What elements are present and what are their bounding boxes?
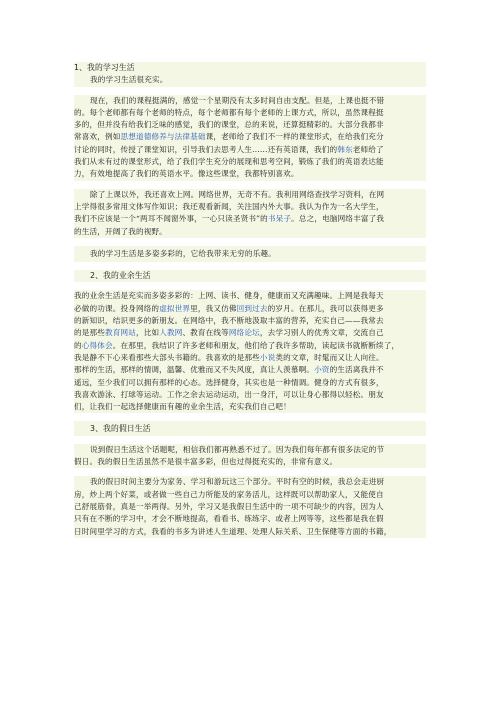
section-3-heading-block bbox=[74, 421, 426, 435]
text-line: 的是那些教育网站，比如人教网、教育在线等网络论坛，去学习别人的优秀文章，交流自己 bbox=[74, 328, 384, 338]
text-line: 除了上课以外，我还喜欢上网。网络世界，无奇不有。我利用网络查找学习资料，在网 bbox=[90, 189, 385, 199]
text-line: 只有在不断的学习中，才会不断地提高，看看书、练练字、或者上网等等，这些都是我在假 bbox=[74, 514, 384, 524]
text-line: 那样的生活，那样的情调，温馨、优雅而又不失风度，真让人羡慕啊。小资的生活离我并不 bbox=[74, 365, 384, 375]
link-teacher[interactable]: 韩东 bbox=[337, 144, 353, 154]
text-line: 我们从未有过的课堂形式，给了我们学生充分的展现和思考空间，锻炼了我们的英语表达能 bbox=[74, 157, 384, 167]
link-novel[interactable]: 小说 bbox=[259, 352, 276, 362]
section-3-paragraph-1 bbox=[74, 444, 426, 469]
link-edu-sites[interactable]: 教育网站 bbox=[104, 328, 136, 338]
text-line: 讨论的同时，传授了课堂知识，引导我们去思考人生……还有英语课，我们的韩东老师给了 bbox=[74, 144, 384, 154]
link-forums[interactable]: 网络论坛 bbox=[228, 328, 260, 338]
link-petit-bourgeois[interactable]: 小资 bbox=[314, 365, 330, 375]
section-1-paragraph-2 bbox=[74, 95, 426, 181]
text-line: 常喜欢，例如思想道德修养与法律基础课，老师给了我们不一样的课堂形式，在给我们充分 bbox=[74, 132, 384, 142]
text-line: 上学得很多常用文体写作知识；我还观看新闻，关注国内外大事。我认为作为一名大学生， bbox=[74, 201, 384, 211]
text-line: 我的假日时间主要分为家务、学习和游玩这三个部分。平时有空的时候，我总会走进厨 bbox=[90, 477, 385, 487]
text-line: 己舒展筋骨，真是一举两得。另外，学习又是我假日生活中的一项不可缺少的内容，因为人 bbox=[74, 501, 384, 511]
section-1-intro: 我的学习生活很充实。 bbox=[90, 75, 168, 85]
link-virtual-world[interactable]: 虚拟世界 bbox=[159, 303, 191, 313]
section-2-paragraph-1 bbox=[74, 290, 426, 413]
link-bookworm[interactable]: 书呆子 bbox=[267, 214, 292, 224]
text-line: 我的学习生活是多姿多彩的，它给我带来无穷的乐趣。 bbox=[90, 248, 276, 258]
text-line: 现在，我们的课程挺满的，感觉一个星期没有太多时间自由支配。但是，上课也挺不错 bbox=[90, 95, 385, 105]
text-line: 多的，但并没有给我们乏味的感觉，我们的课堂，总的来说，还算挺精彩的。大部分我都非 bbox=[74, 120, 384, 130]
section-3-heading: 3、我的假日生活 bbox=[90, 424, 151, 434]
text-line: 力，有效地提高了我们的英语水平。像这些课堂，我都特别喜欢。 bbox=[74, 169, 299, 179]
text-line: 的新知识，结识更多的新朋友。在网络中，我不断地汲取丰富的营养，充实自己——我常去 bbox=[74, 316, 384, 326]
section-1-paragraph-4 bbox=[74, 246, 426, 262]
text-line: 说到假日生活这个话题呢，相信我们都再熟悉不过了。因为我们每年都有很多法定的节 bbox=[90, 444, 385, 454]
text-line: 们，让我们一起选择健康而有趣的业余生活，充实我们自己吧！ bbox=[74, 402, 291, 412]
text-line: 必做的功课。投身网络的虚拟世界里，我又仿佛回到过去的岁月。在那儿，我可以获得更多 bbox=[74, 303, 384, 313]
section-2-heading-block bbox=[74, 270, 426, 282]
section-2-heading: 2、我的业余生活 bbox=[90, 271, 151, 281]
text-line: 的。每个老师都有每个老师的特点，每个老师都有每个老师的上课方式，所以，虽然课程挺 bbox=[74, 107, 384, 117]
link-insights[interactable]: 心得体会 bbox=[81, 340, 113, 350]
link-pep[interactable]: 人教网 bbox=[159, 328, 183, 338]
text-line: 我们不应该是一个“两耳不闻窗外事，一心只读圣贤书”的书呆子。总之，电脑网络丰富了我 bbox=[74, 214, 385, 224]
section-3-paragraph-2 bbox=[74, 476, 426, 537]
section-1-heading: 1、我的学习生活 bbox=[74, 63, 135, 72]
text-line: 我喜欢游泳、打球等运动。工作之余去运动运动，出一身汗，可以让身心都得以轻松。朋友 bbox=[74, 389, 384, 399]
text-line: 遥远，至少我们可以拥有那样的心态。选择健身，其实也是一种情调。健身的方式有很多， bbox=[74, 377, 384, 387]
section-1-header-block bbox=[74, 62, 426, 87]
section-1-paragraph-3 bbox=[74, 189, 426, 238]
text-line: 的生活，开阔了我的视野。 bbox=[74, 226, 167, 236]
text-line: 日时间里学习的方式，我看的书多为讲述人生道理、处理人际关系、卫生保健等方面的书籍， bbox=[74, 526, 392, 536]
text-line: 假日。我的假日生活虽然不是很丰富多彩，但也过得挺充实的，非常有意义。 bbox=[74, 457, 338, 467]
document-content bbox=[74, 62, 426, 546]
link-course[interactable]: 思想道德修养与法律基础 bbox=[120, 132, 206, 142]
text-line: 房，炒上两个好菜，或者做一些自己力所能及的家务活儿，这样既可以帮助家人，又能使自 bbox=[74, 489, 384, 499]
text-line: 的心得体会。在那里，我结识了许多老师和朋友，他们给了我许多帮助，读起读书就断断续了， bbox=[74, 340, 400, 350]
link-back-to-past[interactable]: 回到过去 bbox=[236, 303, 268, 313]
text-line: 我的业余生活是充实而多姿多彩的：上网、读书、健身，健康而又充满趣味。上网是我每天 bbox=[74, 291, 384, 301]
text-line: 我是静不下心来看那些大部头书籍的。我喜欢的是那些小说类的文章，时髦而又让人向往。 bbox=[74, 352, 384, 362]
